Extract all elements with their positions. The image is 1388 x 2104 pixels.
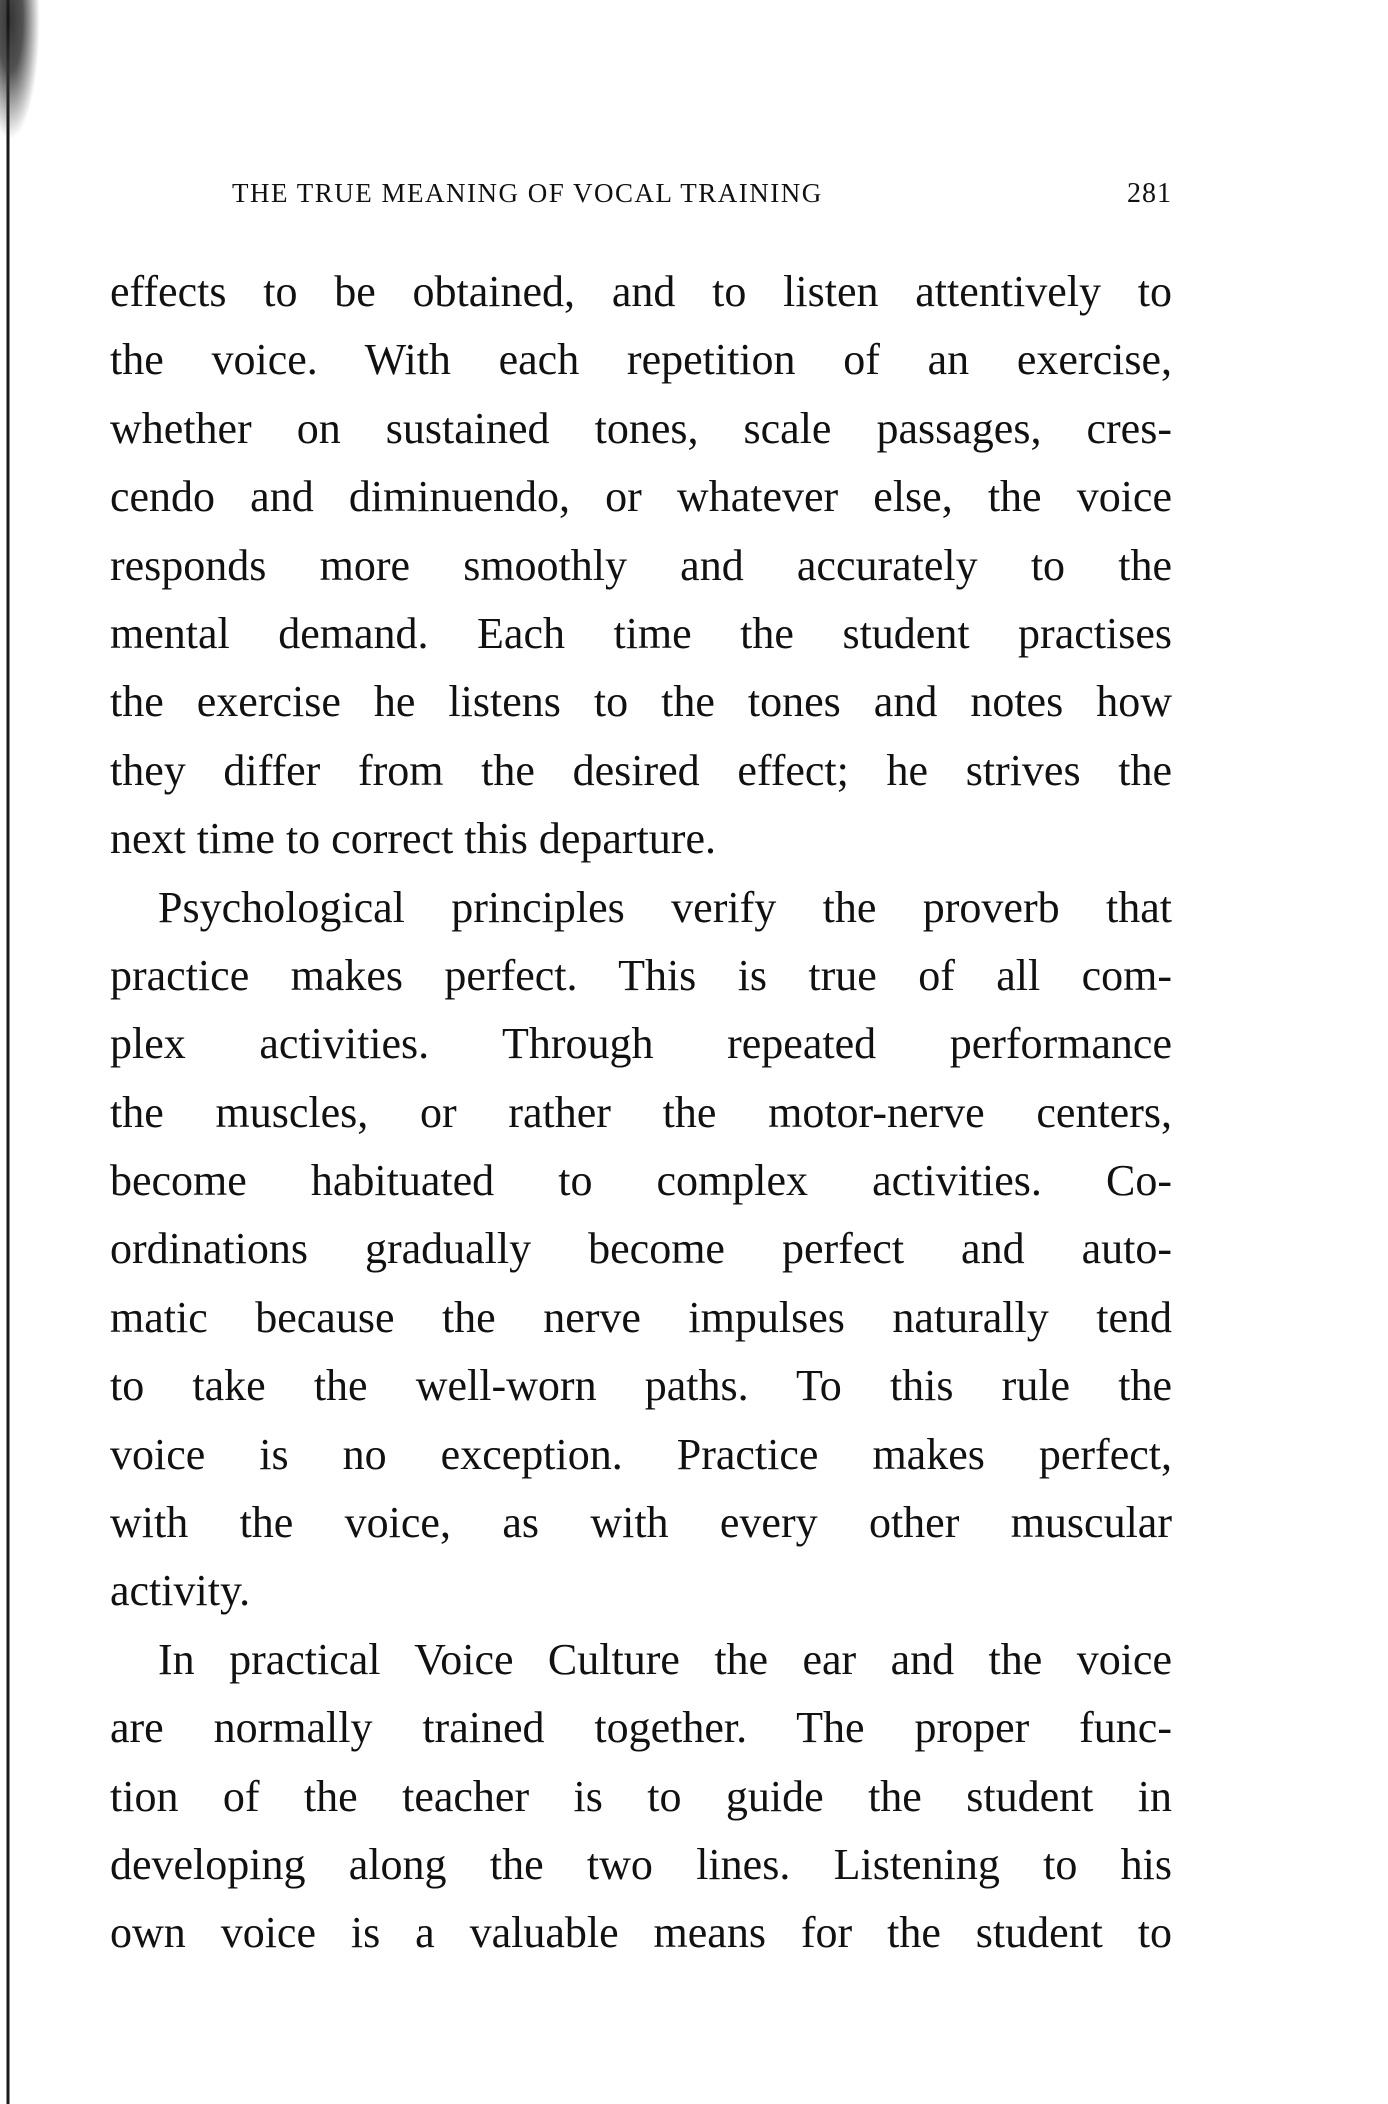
text-line: plex activities. Through repeated performance [110,1019,1172,1069]
text-line: they differ from the desired effect; he strives the [110,745,1172,795]
text-line: own voice is a valuable means for the student to [110,1908,1172,1958]
text-line: In practical Voice Culture the ear and the voice [158,1634,1172,1684]
page-number: 281 [1127,178,1172,209]
text-line: to take the well-worn paths. To this rule the [110,1361,1172,1411]
text-line: next time to correct this departure. [110,814,716,864]
text-line: ordinations gradually become perfect and auto- [110,1224,1172,1274]
running-head-title: THE TRUE MEANING OF VOCAL TRAINING [232,178,823,208]
text-line: become habituated to complex activities. Co- [110,1156,1172,1206]
text-line: are normally trained together. The proper func- [110,1703,1172,1753]
text-line: the muscles, or rather the motor-nerve centers, [110,1087,1172,1137]
text-line: voice is no exception. Practice makes perfect, [110,1429,1172,1479]
text-line: Psychological principles verify the proverb that [158,882,1172,932]
text-line: the exercise he listens to the tones and notes how [110,677,1172,727]
scan-smudge [0,0,40,140]
text-line: the voice. With each repetition of an exercise, [110,335,1172,385]
text-line: cendo and diminuendo, or whatever else, the voice [110,472,1172,522]
text-line: developing along the two lines. Listening to his [110,1839,1172,1889]
binding-edge [0,0,12,2104]
text-line: whether on sustained tones, scale passages, cres- [110,403,1172,453]
running-head [232,178,1172,218]
text-line: matic because the nerve impulses naturally tend [110,1292,1172,1342]
text-line: effects to be obtained, and to listen attentively to [110,267,1172,316]
paragraph-1 [110,258,1172,874]
text-line: responds more smoothly and accurately to the [110,540,1172,590]
text-line: tion of the teacher is to guide the student in [110,1771,1172,1821]
text-line: practice makes perfect. This is true of all com- [110,950,1172,1000]
text-line: with the voice, as with every other muscular [110,1498,1172,1548]
text-line: mental demand. Each time the student practises [110,608,1172,658]
body-text [110,258,1172,1968]
text-line: activity. [110,1566,251,1616]
paragraph-3 [110,1626,1172,1968]
paragraph-2 [110,874,1172,1626]
